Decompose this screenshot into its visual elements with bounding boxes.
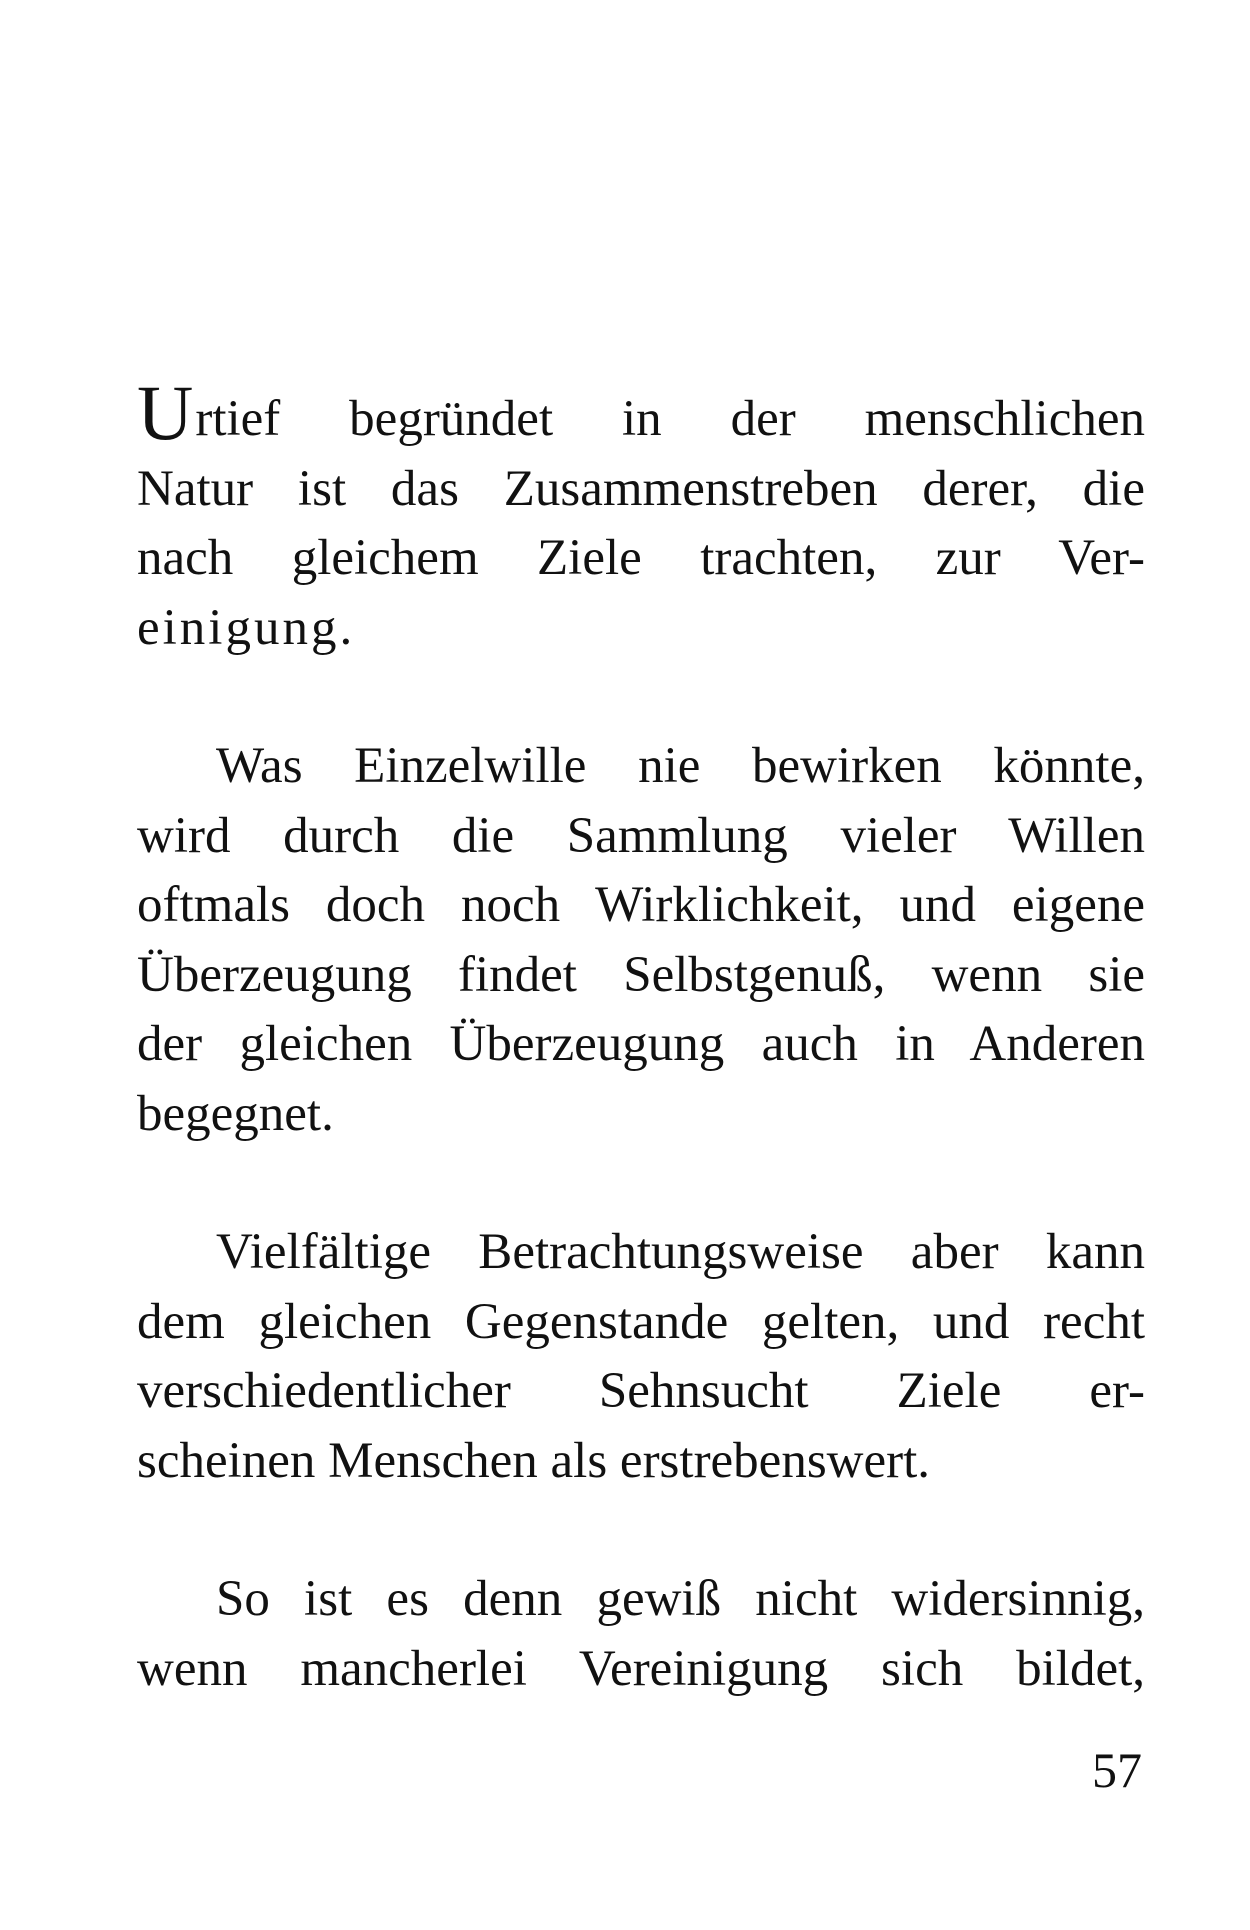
paragraph-3: [137, 1218, 1145, 1496]
paragraph-2: [137, 732, 1145, 1149]
text-line: begegnet.: [137, 1085, 334, 1142]
text-line: verschiedentlicher Sehnsucht Ziele er-: [137, 1363, 1145, 1419]
text-line: nach gleichem Ziele trachten, zur Ver-: [137, 530, 1145, 586]
text-line: Natur ist das Zusammenstreben derer, die: [137, 460, 1145, 517]
text-line: oftmals doch noch Wirklichkeit, und eigene: [137, 877, 1145, 933]
text-line: wird durch die Sammlung vieler Willen: [137, 807, 1145, 864]
text-line: Überzeugung findet Selbstgenuß, wenn sie: [137, 946, 1145, 1003]
text-line: Was Einzelwille nie bewirken könnte,: [216, 738, 1145, 794]
text-line: Vielfältige Betrachtungsweise aber kann: [216, 1224, 1145, 1280]
text-line-rest: rtief begründet in der menschlichen: [195, 391, 1145, 447]
text-line: dem gleichen Gegenstande gelten, und recht: [137, 1293, 1145, 1350]
page-number: 57: [1092, 1742, 1142, 1798]
body-text: [137, 369, 1145, 1704]
paragraph-4: [137, 1565, 1145, 1704]
text-line: [137, 369, 1145, 456]
text-line: scheinen Menschen als erstrebenswert.: [137, 1432, 931, 1489]
drop-cap: U: [137, 369, 194, 456]
paragraph-1: [137, 369, 1145, 663]
text-line: einigung.: [137, 599, 356, 656]
text-line: der gleichen Überzeugung auch in Anderen: [137, 1016, 1145, 1072]
text-line: So ist es denn gewiß nicht widersinnig,: [216, 1571, 1145, 1627]
text-line: wenn mancherlei Vereinigung sich bildet,: [137, 1640, 1145, 1697]
